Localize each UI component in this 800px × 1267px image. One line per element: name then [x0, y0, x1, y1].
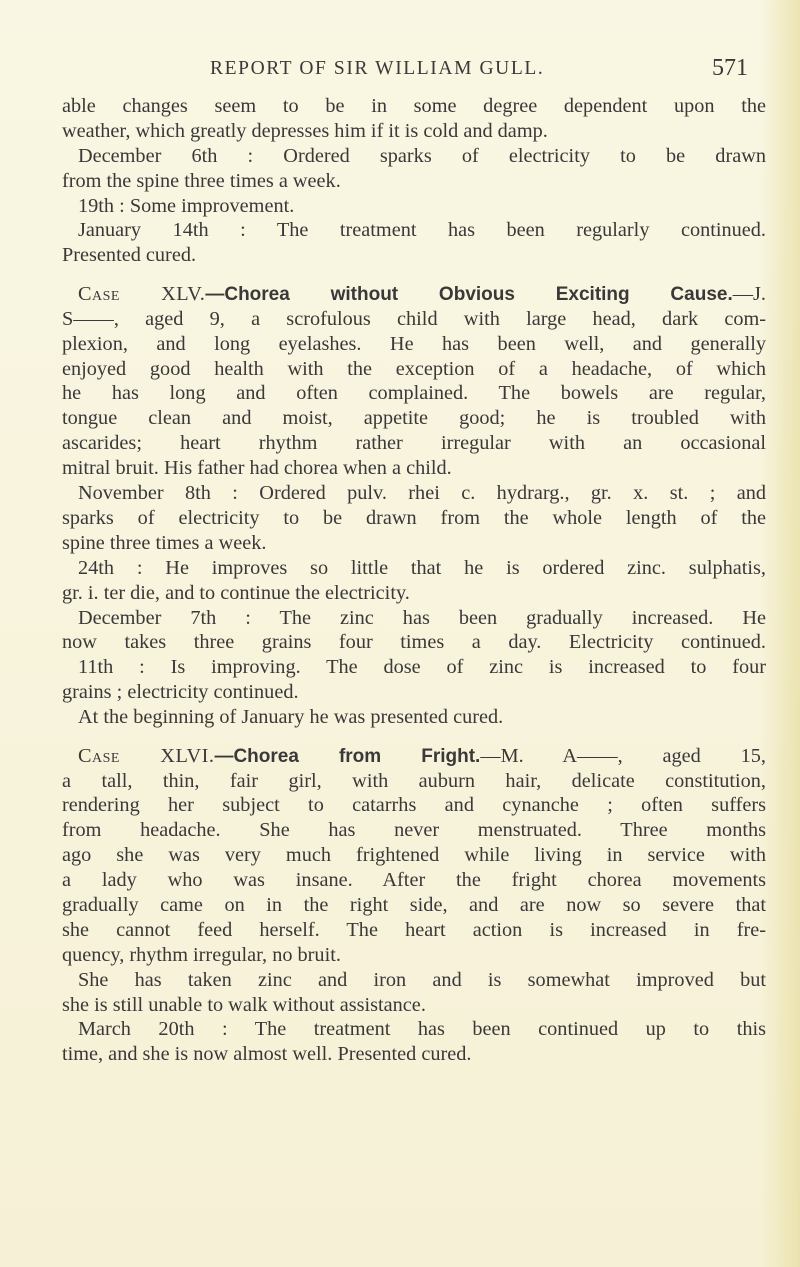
paragraph-gap	[62, 730, 766, 744]
text-line: Presented cured.	[62, 244, 197, 267]
text-line: from the spine three times a week.	[62, 169, 341, 192]
text-line: mitral bruit. His father had chorea when a child.	[62, 457, 452, 480]
paragraph-gap	[62, 268, 766, 282]
page-header	[0, 55, 800, 88]
case-title: —Chorea from Fright.	[214, 745, 481, 767]
case-number: Case XLVI.	[78, 744, 215, 767]
text-line: rendering her subject to catarrhs and cynanche ; often suffers	[62, 794, 766, 817]
text-line: November 8th : Ordered pulv. rhei c. hydrarg., gr. x. st. ; and	[78, 482, 766, 505]
text-line: a tall, thin, fair girl, with auburn hair, delicate constitution,	[62, 769, 766, 792]
text-line: December 6th : Ordered sparks of electricity to be drawn	[78, 144, 766, 167]
case-number: Case XLV.	[78, 282, 206, 305]
text-line: sparks of electricity to be drawn from the whole length of the	[62, 506, 766, 529]
body-text	[62, 94, 766, 1067]
text-line: ascarides; heart rhythm rather irregular with an occasional	[62, 432, 766, 455]
text-line: 24th : He improves so little that he is ordered zinc. sulphatis,	[78, 556, 766, 579]
case-patient: —J.	[732, 282, 766, 305]
text-line: tongue clean and moist, appetite good; he is troubled with	[62, 407, 766, 430]
text-line: January 14th : The treatment has been regularly continued.	[78, 219, 766, 242]
text-line: 11th : Is improving. The dose of zinc is increased to four	[78, 656, 766, 679]
text-line: ago she was very much frightened while living in service with	[62, 844, 766, 867]
text-line: she is still unable to walk without assistance.	[62, 993, 426, 1016]
text-line: spine three times a week.	[62, 531, 267, 554]
text-line: he has long and often complained. The bowels are regular,	[62, 382, 766, 405]
text-line: 19th : Some improvement.	[78, 194, 295, 217]
text-line: gradually came on in the right side, and are now so severe that	[62, 893, 766, 916]
text-line: she cannot feed herself. The heart action is increased in fre-	[62, 918, 766, 941]
text-line: able changes seem to be in some degree dependent upon the	[62, 95, 766, 117]
text-line: a lady who was insane. After the fright chorea movements	[62, 869, 766, 892]
text-line: from headache. She has never menstruated. Three months	[62, 819, 766, 842]
text-line: weather, which greatly depresses him if it is cold and damp.	[62, 119, 548, 142]
case-title: —Chorea without Obvious Exciting Cause.	[205, 283, 733, 305]
text-line: March 20th : The treatment has been continued up to this	[78, 1018, 766, 1041]
text-line: enjoyed good health with the exception of a headache, of which	[62, 357, 766, 380]
text-line: December 7th : The zinc has been gradually increased. He	[78, 606, 766, 629]
text-line: grains ; electricity continued.	[62, 681, 299, 704]
page-number: 571	[712, 55, 748, 81]
text-line: S——, aged 9, a scrofulous child with large head, dark com-	[62, 307, 766, 330]
text-line: At the beginning of January he was presented cured.	[78, 706, 504, 729]
running-head: REPORT OF SIR WILLIAM GULL.	[210, 58, 545, 79]
case-patient: —M. A——, aged 15,	[480, 744, 766, 767]
text-line: now takes three grains four times a day. Electricity continued.	[62, 631, 766, 654]
text-line: quency, rhythm irregular, no bruit.	[62, 943, 341, 966]
case-heading-line	[62, 282, 766, 307]
text-line: time, and she is now almost well. Presented cured.	[62, 1043, 472, 1066]
text-line: She has taken zinc and iron and is somewhat improved but	[78, 968, 766, 991]
text-line: gr. i. ter die, and to continue the electricity.	[62, 581, 410, 604]
case-heading-line	[62, 744, 766, 769]
text-line: plexion, and long eyelashes. He has been well, and generally	[62, 332, 766, 355]
